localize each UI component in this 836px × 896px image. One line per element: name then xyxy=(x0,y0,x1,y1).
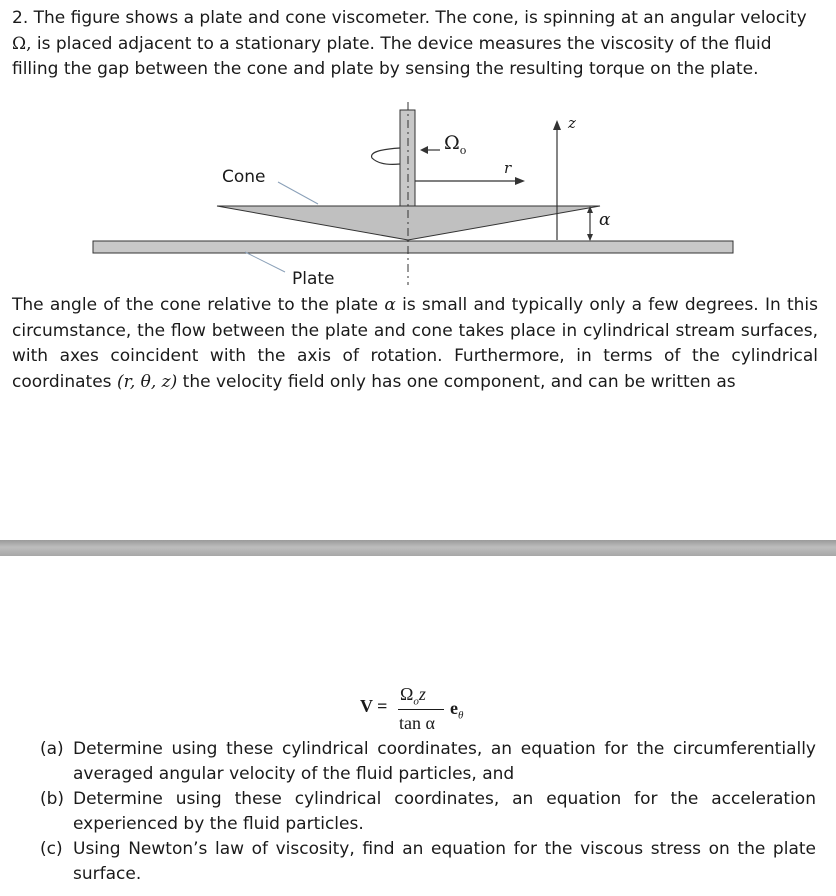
equation-numerator: $\Omega_oz$ xyxy=(400,684,426,708)
z-label: z xyxy=(568,114,576,132)
part-a xyxy=(40,737,816,787)
body-text-2: is small and typically only a few degrees. In this circumstance, the flow between the plate and cone takes place in cylindrical stream surfaces, with axes coincident with the axis of rotation. Furthermore, in terms of the cylindrical coordinates xyxy=(12,295,819,392)
body-text-3: the velocity field only has one component, and can be written as xyxy=(177,371,736,392)
plate-leader xyxy=(245,252,285,272)
cone-leader xyxy=(278,182,318,204)
plate-shape xyxy=(93,241,733,253)
part-b-label: (b) xyxy=(40,789,65,809)
part-b-text: Determine using these cylindrical coordinates, an equation for the acceleration experienced by the fluid particles. xyxy=(73,789,816,834)
viscometer-diagram xyxy=(0,100,836,290)
body-paragraph xyxy=(12,293,818,395)
question-text xyxy=(12,6,818,83)
intro-part-1: 2. The figure shows a plate and cone viscometer. The cone, is spinning at an angular velocity xyxy=(12,8,807,28)
part-b xyxy=(40,787,816,837)
velocity-equation xyxy=(360,684,500,740)
part-c-text: Using Newton’s law of viscosity, find an equation for the viscous stress on the plate surface. xyxy=(73,839,816,884)
omega-symbol: Ω, xyxy=(12,33,32,54)
part-c-label: (c) xyxy=(40,839,63,859)
equation-lhs: V = xyxy=(360,696,388,716)
part-c xyxy=(40,837,816,887)
equation-unit-vector: $e_\theta$ xyxy=(450,698,464,722)
intro-part-2: is placed adjacent to a stationary plate. The device measures the viscosity of the fluid filling the gap between the cone and plate by sensing the resulting torque on the plate. xyxy=(12,33,772,79)
coords-inline: (r, θ, z) xyxy=(116,371,178,392)
part-a-text: Determine using these cylindrical coordinates, an equation for the circumferentially averaged angular velocity of the fluid particles, and xyxy=(73,739,816,784)
fraction-bar xyxy=(398,709,444,710)
cone-label: Cone xyxy=(222,167,266,187)
viscometer-figure xyxy=(0,100,836,290)
page-divider xyxy=(0,540,836,556)
omega-label: $\Omega_o$ xyxy=(444,132,467,157)
alpha-label: α xyxy=(599,210,611,230)
question-parts xyxy=(40,737,816,887)
plate-label: Plate xyxy=(292,269,335,289)
body-text-1: The angle of the cone relative to the plate xyxy=(12,295,385,315)
r-label: r xyxy=(504,159,512,177)
equation-denominator: tan α xyxy=(399,713,435,733)
part-a-label: (a) xyxy=(40,739,64,759)
alpha-inline: α xyxy=(384,295,396,315)
